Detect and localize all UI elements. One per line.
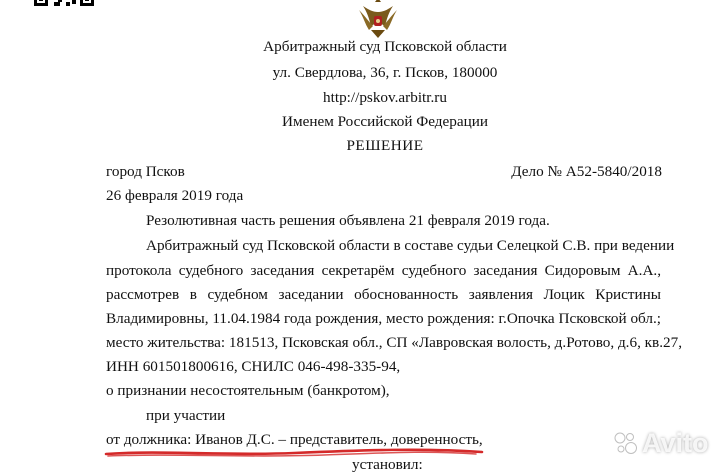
coat-of-arms-emblem xyxy=(357,0,399,40)
body-line: рассмотрев в судебном заседании обоснованность заявления Лоцик Кристины xyxy=(106,286,661,303)
court-address: ул. Свердлова, 36, г. Псков, 180000 xyxy=(272,64,498,81)
avito-watermark xyxy=(612,426,709,460)
body-line: Владимировны, 11.04.1984 года рождения, место рождения: г.Опочка Псковской обл.; xyxy=(106,310,661,327)
resolution-note: Резолютивная часть решения объявлена 21 февраля 2019 года. xyxy=(146,212,550,229)
body-line: место жительства: 181513, Псковская обл., СП «Лавровская волость, д.Ротово, д.6, кв.27, xyxy=(106,334,682,351)
body-line: протокола судебного заседания секретарём судебного заседания Сидоровым А.А., xyxy=(106,262,661,279)
participation-line: при участии xyxy=(146,407,226,424)
city: город Псков xyxy=(106,163,185,180)
debtor-line: от должника: Иванов Д.С. – представитель, доверенность, xyxy=(106,431,483,448)
red-underline-mark xyxy=(104,444,484,462)
court-website: http://pskov.arbitr.ru xyxy=(323,89,447,106)
case-number: Дело № А52-5840/2018 xyxy=(511,163,662,180)
decision-date: 26 февраля 2019 года xyxy=(106,187,244,204)
qr-code-fragment xyxy=(28,0,100,18)
avito-watermark-text: Avito xyxy=(642,427,709,458)
inn-snils-line: ИНН 601501800616, СНИЛС 046-498-335-94, xyxy=(106,358,401,375)
established-line: установил: xyxy=(352,456,423,473)
document-title: РЕШЕНИЕ xyxy=(346,137,424,154)
in-name-of-federation: Именем Российской Федерации xyxy=(282,113,488,130)
body-line: Арбитражный суд Псковской области в составе судьи Селецкой С.В. при ведении xyxy=(146,237,675,254)
subject-line: о признании несостоятельным (банкротом), xyxy=(106,382,390,399)
avito-logo-icon xyxy=(612,430,638,456)
court-name: Арбитражный суд Псковской области xyxy=(263,38,507,55)
